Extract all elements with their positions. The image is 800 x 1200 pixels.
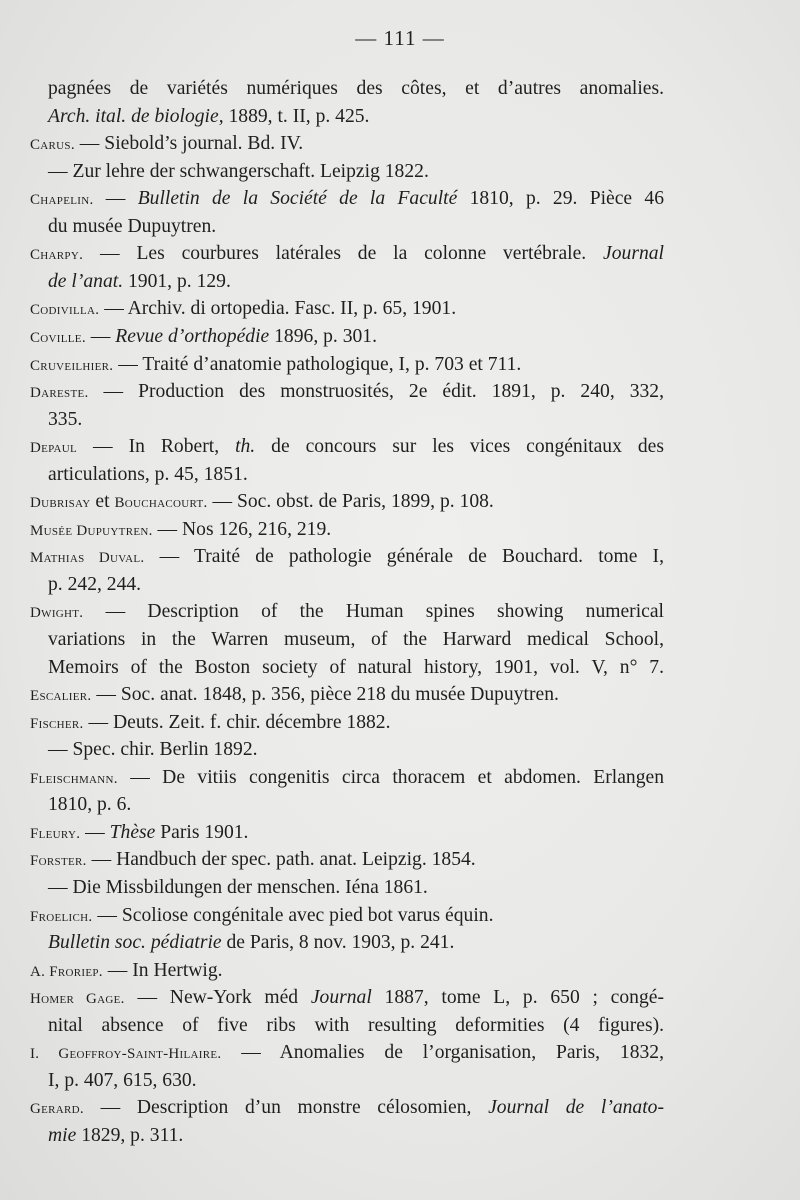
text-line [30, 1039, 664, 1068]
text-run: Memoirs of the Boston society of natural history, 1901, vol. V, n° 7. [48, 656, 664, 678]
author-name: Coville. [30, 329, 86, 346]
text-line [30, 681, 559, 710]
text-line [48, 1067, 197, 1094]
italic-title: mie [48, 1124, 77, 1146]
text-run: — Archiv. di ortopedia. Fasc. II, p. 65, 1901. [99, 298, 457, 320]
text-run: — De vitiis congenitis circa thoracem et abdomen. Erlangen [117, 766, 664, 788]
author-name: Dareste. [30, 385, 89, 402]
text-line [48, 1012, 664, 1039]
author-name: Escalier. [30, 688, 92, 705]
text-line [30, 709, 391, 738]
italic-title: Bulletin soc. pédiat [48, 932, 200, 954]
text-line [30, 185, 664, 214]
author-name: Cruveilhier. [30, 357, 114, 374]
text-line [48, 213, 216, 240]
author-name: Mathias Duval. [30, 550, 145, 567]
text-line [30, 130, 303, 159]
text-line [30, 488, 494, 517]
text-run: — Spec. chir. Berlin 1892. [48, 739, 258, 761]
text-run: — Les courbures latérales de la colonne vertébrale. [83, 243, 604, 265]
text-line [48, 158, 429, 185]
author-name: Gerard. [30, 1101, 84, 1118]
page-number: — 111 — [355, 26, 445, 50]
author-name: Depaul [30, 440, 78, 457]
author-name: A. Froriep. [30, 963, 103, 980]
author-name: Dwight. [30, 605, 84, 622]
text-line [30, 378, 664, 407]
text-run: — [80, 821, 110, 843]
text-run: p. 242, 244. [48, 573, 142, 595]
text-run: et [90, 491, 115, 513]
text-run: pagnées de variétés numériques des côtes, et d’autres anomalies. [48, 78, 664, 99]
author-name: Fischer. [30, 715, 84, 732]
author-name: Carus. [30, 137, 75, 154]
text-run: — Production des monstruosités, 2e édit. 1891, p. 240, 332, [88, 381, 664, 403]
text-run: — Description d’un monstre célosomien, [83, 1097, 489, 1119]
text-run: Paris 1901. [155, 821, 249, 843]
text-run: — Siebold’s journal. Bd. IV. [74, 133, 304, 155]
text-line [30, 819, 248, 848]
text-line [30, 1094, 664, 1123]
text-line [48, 791, 131, 818]
text-run: 1889, t. II, p. 425. [223, 105, 370, 127]
text-line [30, 957, 223, 986]
text-line [48, 1122, 183, 1149]
text-run: 1901, p. 129. [123, 270, 231, 292]
text-line [48, 75, 664, 102]
italic-title: Bulletin de la Société de la Faculté [137, 188, 458, 210]
author-name: Bouchacourt. [114, 495, 208, 512]
author-name: Homer Gage. [30, 991, 125, 1008]
text-run: 1829, p. 311. [76, 1124, 184, 1146]
author-name: Froelich. [30, 908, 93, 925]
text-line [30, 433, 664, 462]
text-run: du musée Dupuytren. [48, 215, 217, 237]
text-line [30, 598, 664, 627]
author-name: Musée Dupuytren. [30, 522, 153, 539]
text-line [48, 736, 258, 763]
author-name: Dubrisay [30, 495, 91, 512]
text-run: — Die Missbildungen der menschen. Iéna 1861. [48, 876, 428, 898]
text-run: — Soc. obst. de Paris, 1899, p. 108. [207, 491, 494, 513]
text-run: — Zur lehre der schwangerschaft. Leipzig 1822. [48, 160, 429, 182]
author-name: Codivilla. [30, 302, 100, 319]
italic-title: Revue d’orthopédie [115, 325, 270, 347]
text-run: — In Hertwig. [102, 959, 223, 981]
text-run: I, p. 407, 615, 630. [48, 1069, 197, 1091]
author-name: Forster. [30, 853, 87, 870]
author-name: I. Geoffroy-Saint-Hilaire. [30, 1046, 222, 1063]
text-line [30, 323, 377, 352]
text-run: — Description of the Human spines showing numerical [83, 601, 664, 623]
text-run: — Handbuch der spec. path. anat. Leipzig. 1854. [86, 849, 476, 871]
text-line [30, 240, 664, 269]
text-run: — Nos 126, 216, 219. [152, 518, 332, 540]
text-line [30, 984, 664, 1013]
text-run: 1810, p. 6. [48, 794, 132, 816]
italic-title: ie [207, 932, 222, 954]
text-line [30, 295, 456, 324]
text-run: nital absence of five ribs with resulting deformities (4 figures). [48, 1014, 664, 1036]
text-line [48, 929, 454, 956]
text-run: — Traité de pathologie générale de Bouchard. tome I, [144, 546, 664, 568]
author-name: Fleury. [30, 825, 81, 842]
text-line [30, 764, 664, 793]
text-run: — Anomalies de l’organisation, Paris, 1832, [221, 1042, 664, 1064]
text-run: — Deuts. Zeit. f. chir. décembre 1882. [83, 711, 391, 733]
italic-title: Journal [603, 243, 664, 265]
text-run: — Traité d’anatomie pathologique, I, p. 703 et 711. [113, 353, 522, 375]
author-name: Fleischmann. [30, 770, 118, 787]
text-line [30, 543, 664, 572]
text-line [30, 846, 476, 875]
text-line [48, 461, 248, 488]
italic-title: Journal [310, 987, 372, 1009]
italic-title: r [199, 932, 208, 954]
text-run: 335. [48, 408, 83, 430]
text-run: — Soc. anat. 1848, p. 356, pièce 218 du musée Dupuytren. [91, 684, 559, 706]
text-run: de Paris, 8 nov. 1903, p. 241. [221, 932, 455, 954]
text-run: — [93, 188, 138, 210]
text-line [48, 406, 82, 433]
text-line [30, 902, 493, 931]
text-line [48, 571, 141, 598]
text-run: — Scoliose congénitale avec pied bot varus équin. [92, 904, 494, 926]
text-run: de concours sur les vices congénitaux des [255, 436, 664, 458]
text-line [48, 654, 664, 681]
italic-title: Journal de l’anato- [488, 1097, 664, 1119]
text-run: articulations, p. 45, 1851. [48, 463, 248, 485]
text-run: variations in the Warren museum, of the Harward medical School, [48, 629, 664, 650]
text-line [30, 516, 331, 545]
text-run: 1810, p. 29. Pièce 46 [457, 188, 665, 210]
text-run: — [85, 325, 116, 347]
text-run: 1896, p. 301. [269, 325, 377, 347]
italic-title: Thèse [109, 821, 156, 843]
italic-title: th. [235, 436, 256, 458]
text-line [30, 351, 521, 380]
text-run: — In Robert, [77, 436, 236, 458]
author-name: Chapelin. [30, 192, 94, 209]
text-run: — New-York méd [124, 987, 311, 1009]
italic-title: Arch. ital. de biologie, [48, 105, 224, 127]
text-line [48, 268, 231, 295]
text-run: 1887, tome L, p. 650 ; congé- [371, 987, 664, 1009]
text-line [48, 626, 664, 653]
author-name: Charpy. [30, 247, 84, 264]
text-line [48, 103, 369, 130]
text-line [48, 874, 428, 901]
italic-title: de l’anat. [48, 270, 124, 292]
